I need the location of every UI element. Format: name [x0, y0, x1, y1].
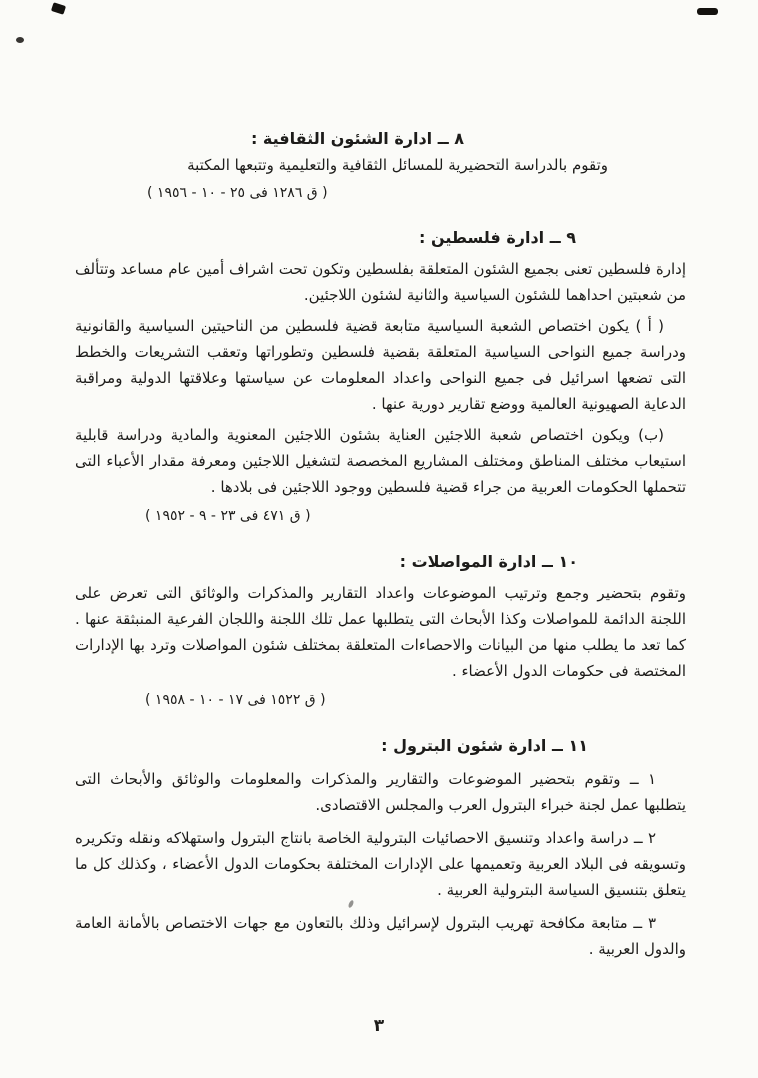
document-content [75, 126, 686, 962]
section-body: وتقوم بتحضير وجمع وترتيب الموضوعات واعداد التقارير والمذكرات والوثائق التى تعرض على اللجنة الدائمة للمواصلات وكذا الأبحاث التى يتطلبها عمل تلك اللجنة واللجان الفرعية المنبثقة عنها . كما تعد ما يطلب منها من البيانات والاحصاءات المتعلقة بمختلف شئون المواصلات وترد بها الإدارات المختصة فى حكومات الدول الأعضاء . [75, 584, 686, 680]
section-communications [75, 549, 686, 713]
page-number: ٣ [373, 1016, 385, 1036]
numbered-item-2: ٢ ــ دراسة واعداد وتنسيق الاحصائيات البترولية الخاصة بانتاج البترول واستهلاكه ونقله وتكريره وتسويقه فى البلاد العربية وتعميمها على الإدارات المختلفة بحكومات الدول الأعضاء ، وكذلك كل ما يتعلق بتنسيق السياسة البترولية العربية . [75, 829, 686, 899]
decree-citation: ( ق ١٢٨٦ فى ٢٥ - ١٠ - ١٩٥٦ ) [147, 185, 328, 201]
section-heading: ١٠ ــ ادارة المواصلات : [399, 552, 578, 571]
section-heading: ١١ ــ ادارة شئون البترول : [381, 736, 588, 755]
subsection-b: (ب) ويكون اختصاص شعبة اللاجئين العناية بشئون اللاجئين المعنوية والمادية ودراسة قابلية استيعاب مختلف المناطق ومختلف المشاريع المخصصة لتشغيل اللاجئين ومعرفة مقدار الأعباء التى تتحملها الحكومات العربية من جراء قضية فلسطين ووجود اللاجئين فى بلادها . [75, 426, 686, 496]
section-heading: ٨ ــ ادارة الشئون الثقافية : [250, 129, 464, 148]
section-cultural-affairs [75, 126, 686, 206]
numbered-item-3: ٣ ــ متابعة مكافحة تهريب البترول لإسرائيل وذلك بالتعاون مع جهات الاختصاص بالأمانة العامة والدول العربية . [75, 914, 686, 958]
scan-artifact [51, 2, 66, 15]
scan-artifact [697, 8, 718, 15]
section-palestine [75, 225, 686, 529]
subsection-a: ( أ ) يكون اختصاص الشعبة السياسية متابعة قضية فلسطين من الناحيتين السياسية والقانونية ودراسة جميع النواحى السياسية المتعلقة بقضية فلسطين وتطوراتها وتعقب التشريعات والخطط التى تضعها اسرائيل فى جميع النواحى واعداد المعلومات عن سياستها وعلاقتها الدولية ومراقبة الدعاية الصهيونية العالمية ووضع تقارير دورية عنها . [75, 317, 686, 413]
section-body: وتقوم بالدراسة التحضيرية للمسائل الثقافية والتعليمية وتتبعها المكتبة [187, 156, 608, 174]
scan-artifact [16, 37, 24, 43]
decree-citation: ( ق ١٥٢٢ فى ١٧ - ١٠ - ١٩٥٨ ) [145, 692, 326, 708]
section-intro: إدارة فلسطين تعنى بجميع الشئون المتعلقة بفلسطين وتكون تحت اشراف أمين عام مساعد وتتألف من شعبتين احداهما للشئون السياسية والثانية لشئون اللاجئين. [75, 260, 686, 304]
numbered-item-1: ١ ــ وتقوم بتحضير الموضوعات والتقارير والمذكرات والمعلومات والوثائق والأبحاث التى يتطلبها عمل لجنة خبراء البترول العرب والمجلس الاقتصادى. [75, 770, 686, 814]
section-heading: ٩ ــ ادارة فلسطين : [418, 228, 576, 247]
decree-citation: ( ق ٤٧١ فى ٢٣ - ٩ - ١٩٥٢ ) [145, 508, 311, 524]
section-petroleum-affairs [75, 733, 686, 962]
